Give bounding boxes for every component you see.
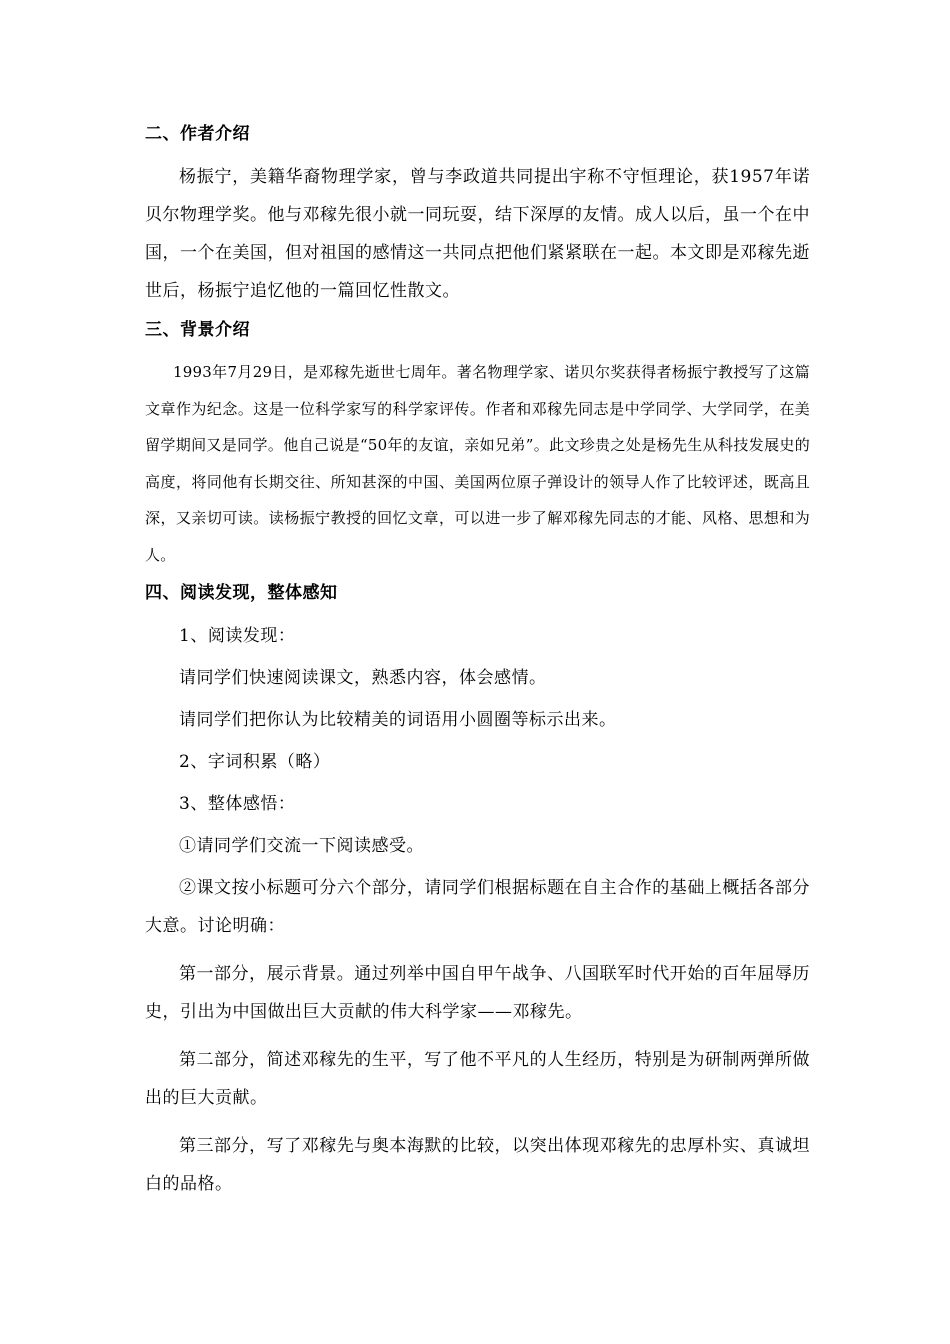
summary-part-1: 第一部分，展示背景。通过列举中国自甲午战争、八国联军时代开始的百年屈辱历史，引出为中国做出巨大贡献的伟大科学家——邓稼先。 <box>145 964 810 1022</box>
author-intro-paragraph: 杨振宁，美籍华裔物理学家，曾与李政道共同提出宇称不守恒理论，获1957年诺贝尔物理学奖。他与邓稼先很小就一同玩耍，结下深厚的友情。成人以后，虽一个在中国，一个在美国，但对祖国的感情这一共同点把他们紧紧联在一起。本文即是邓稼先逝世后，杨振宁追忆他的一篇回忆性散文。 <box>145 167 810 301</box>
background-paragraph: 1993年7月29日，是邓稼先逝世七周年。著名物理学家、诺贝尔奖获得者杨振宁教授写了这篇文章作为纪念。这是一位科学家写的科学家评传。作者和邓稼先同志是中学同学、大学同学，在美留学期间又是同学。他自己说是“50年的友谊，亲如兄弟”。此文珍贵之处是杨先生从科技发展史的高度，将同他有长期交往、所知甚深的中国、美国两位原子弹设计的领导人作了比较评述，既高且深，又亲切可读。读杨振宁教授的回忆文章，可以进一步了解邓稼先同志的才能、风格、思想和为人。 <box>145 363 810 564</box>
document-content <box>145 120 810 1203</box>
summary-part-2: 第二部分，简述邓稼先的生平，写了他不平凡的人生经历，特别是为研制两弹所做出的巨大贡献。 <box>145 1050 810 1108</box>
reading-item-1-line-2: 请同学们把你认为比较精美的词语用小圆圈等标示出来。 <box>179 710 617 730</box>
section-heading-background: 三、背景介绍 <box>145 320 250 340</box>
reading-item-3-question-1: ①请同学们交流一下阅读感受。 <box>179 836 424 856</box>
reading-item-2-title: 2、字词积累（略） <box>179 752 331 772</box>
summary-part-3: 第三部分，写了邓稼先与奥本海默的比较，以突出体现邓稼先的忠厚朴实、真诚坦白的品格。 <box>145 1136 810 1194</box>
reading-item-3-question-2: ②课文按小标题可分六个部分，请同学们根据标题在自主合作的基础上概括各部分大意。讨论明确： <box>145 878 810 936</box>
reading-item-3-title: 3、整体感悟： <box>179 794 296 814</box>
section-heading-reading: 四、阅读发现，整体感知 <box>145 583 338 603</box>
reading-item-1-line-1: 请同学们快速阅读课文，熟悉内容，体会感情。 <box>179 668 547 688</box>
reading-item-1-title: 1、阅读发现： <box>179 626 296 646</box>
section-heading-author: 二、作者介绍 <box>145 124 250 144</box>
